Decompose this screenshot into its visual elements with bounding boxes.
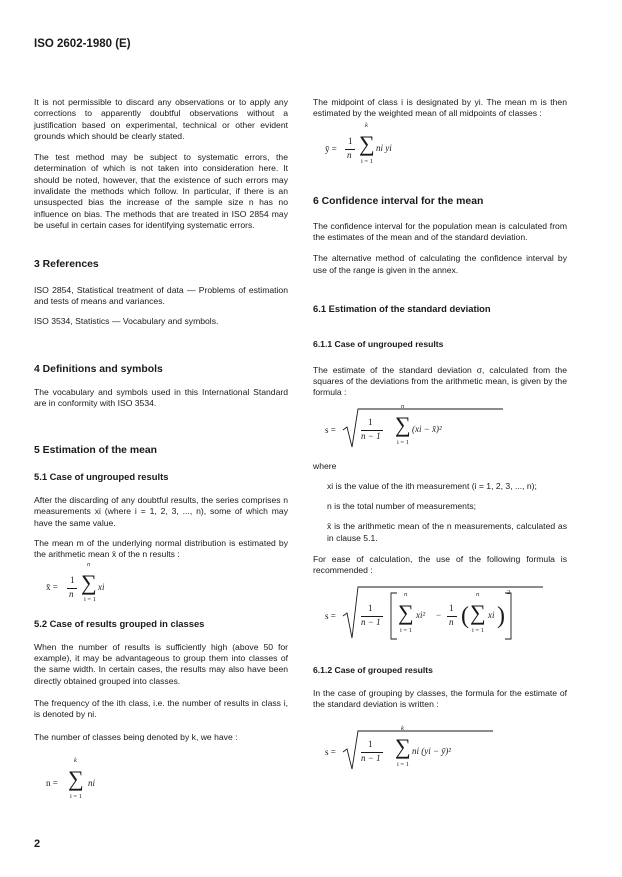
sigma-icon: ∑ [398,599,414,625]
left-column [34,97,288,807]
paragraph-ungrouped: After the discarding of any doubtful results, the series comprises n measurements xi (where i = 1, 2, 3, ..., n), some of which may have the same value. [34,494,288,528]
section-6-title: 6 Confidence interval for the mean [313,195,484,207]
paragraph-alternative: The alternative method of calculating the confidence interval by use of the range is given in the annex. [313,253,567,275]
formula-weighted-mean: ȳ = 1 n k ∑ i = 1 ni yi [325,121,392,165]
paragraph-ease: For ease of calculation, the use of the following formula is recommended : [313,554,567,576]
definition-xi: xi is the value of the ith measurement (i = 1, 2, 3, ..., n); [327,480,537,491]
sigma-icon: ∑ [470,599,486,625]
paragraph-systematic-errors: The test method may be subject to systematic errors, the determination of which is not taken into consideration here. It should be noted, however, that the existence of such errors may invalidate the methods which follow. In particular, if there is an unsuspected bias the increase of the sample size n has no influence on bias. The methods that are treated in ISO 2854 may be useful in certain cases for identifying systematic errors. [34,152,288,230]
reference-iso-3534: ISO 3534, Statistics — Vocabulary and symbols. [34,316,219,327]
definition-n: n is the total number of measurements; [327,501,477,512]
section-6-1-1-title: 6.1.1 Case of ungrouped results [313,339,444,350]
sigma-icon: ∑ [81,570,97,596]
paragraph-midpoint: The midpoint of class i is designated by yi. The mean m is then estimated by the weighted mean of all midpoints of classes : [313,97,567,119]
section-3-title: 3 References [34,259,99,271]
paragraph-definitions: The vocabulary and symbols used in this International Standard are in conformity with ISO 3534. [34,386,288,409]
sigma-icon: ∑ [395,733,411,759]
formula-std-ungrouped: s = 1 n − 1 n ∑ i = 1 (xi − x̄)² [313,403,567,455]
formula-n-sum: n = k ∑ i = 1 ni [46,756,96,800]
right-column [313,97,567,775]
paragraph-confidence: The confidence interval for the population mean is calculated from the estimates of the mean and of the standard deviation. [313,220,567,243]
paragraph-grouping: When the number of results is sufficiently high (above 50 for example), it may be advantageous to group them into classes of the same width. In certain cases, the results may also have been directly obtained grouped into classes. [34,641,288,686]
formula-std-recommended: s = 1 n − 1 n ∑ i = 1 xi² − 1 n ( n ∑ i = 1 xi ) 2 [313,583,567,645]
section-5-title: 5 Estimation of the mean [34,445,157,457]
reference-iso-2854: ISO 2854, Statistical treatment of data — Problems of estimation and tests of means and variances. [34,284,288,306]
paragraph-mean: The mean m of the underlying normal distribution is estimated by the arithmetic mean x̄ of the n results : [34,537,288,560]
sigma-icon: ∑ [359,130,375,156]
sigma-icon: ∑ [68,765,84,791]
section-5-1-title: 5.1 Case of ungrouped results [34,470,169,482]
definition-x-bar: x̄ is the arithmetic mean of the n measurements, calculated as in clause 5.1. [327,521,567,543]
section-6-1-title: 6.1 Estimation of the standard deviation [313,303,491,315]
section-5-2-title: 5.2 Case of results grouped in classes [34,618,205,630]
formula-mean: x̄ = 1 n n ∑ i = 1 xi [46,561,105,604]
formula-std-grouped: s = 1 n − 1 k ∑ i = 1 ni (yi − ȳ)² [313,725,567,775]
paragraph-std-estimate: The estimate of the standard deviation σ, calculated from the squares of the deviations from the arithmetic mean, is given by the formula : [313,364,567,398]
page-number: 2 [34,838,41,850]
sigma-icon: ∑ [395,411,411,437]
section-6-1-2-title: 6.1.2 Case of grouped results [313,664,433,675]
paragraph-frequency: The frequency of the ith class, i.e. the number of results in class i, is denoted by ni. [34,697,288,720]
paragraph-discard: It is not permissible to discard any observations or to apply any corrections to apparently doubtful observations without a justification based on experimental, technical or other evident grounds which should be clearly stated. [34,97,288,141]
label-where: where [313,460,337,471]
paragraph-grouped-std: In the case of grouping by classes, the formula for the estimate of the standard deviation is written : [313,687,567,710]
paragraph-number-of-classes: The number of classes being denoted by k, we have : [34,731,238,742]
section-4-title: 4 Definitions and symbols [34,364,163,376]
document-id: ISO 2602-1980 (E) [34,38,131,50]
